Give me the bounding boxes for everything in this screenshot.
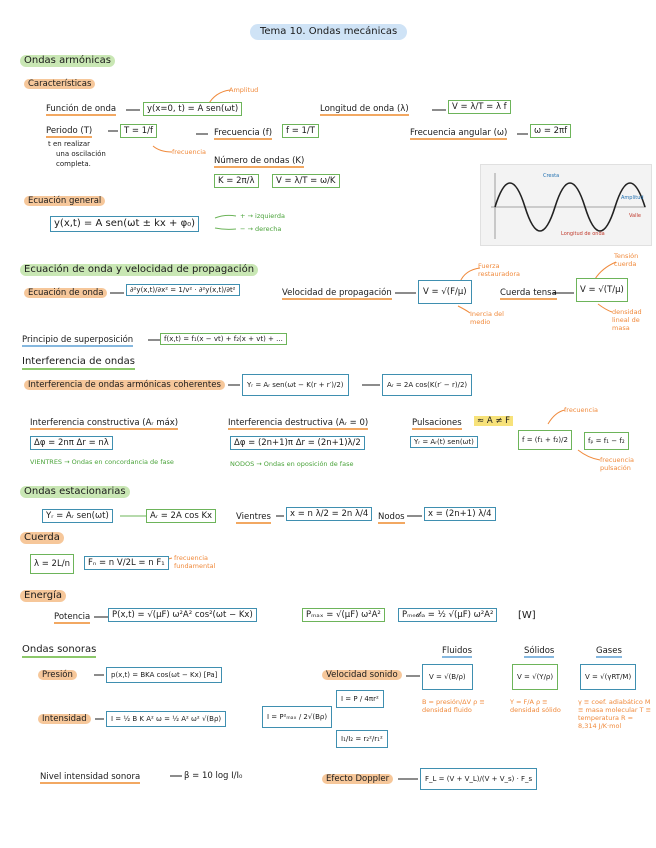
graph-label-cresta: Cresta bbox=[543, 173, 560, 179]
frecuencia-pulsaciones-note: frecuencia bbox=[564, 406, 598, 414]
fluidos-heading: Fluidos bbox=[442, 646, 473, 656]
velocidad-sonido-label: Velocidad sonido bbox=[322, 670, 402, 680]
angular-label: Frecuencia angular (ω) bbox=[410, 128, 508, 138]
cuerda-tensa-formula: V = √(T/μ) bbox=[576, 278, 628, 302]
doppler-formula: F_L = (V + V_L)/(V + V_s) · F_s bbox=[420, 768, 537, 790]
nivel-label: Nivel intensidad sonora bbox=[40, 772, 141, 782]
pmax-formula: Pₘₐₓ = √(μF) ω²A² bbox=[302, 608, 385, 622]
presion-label: Presión bbox=[38, 670, 77, 680]
cuerda-tensa-label: Cuerda tensa bbox=[500, 288, 557, 298]
nodos-formula: x = (2n+1) λ/4 bbox=[424, 507, 496, 521]
funcion-formula: y(x=0, t) = A sen(ωt) bbox=[143, 102, 242, 116]
frecuencia-label: Frecuencia (f) bbox=[214, 128, 273, 138]
presion-formula: p(x,t) = BKA cos(ωt − Kx) [Pa] bbox=[106, 667, 222, 683]
unit-watts: [W] bbox=[518, 610, 536, 621]
heading-ondas-sonoras: Ondas sonoras bbox=[22, 644, 96, 658]
wave-graph-svg bbox=[481, 165, 651, 245]
superposicion-label: Principio de superposición bbox=[22, 335, 134, 345]
graph-label-amplitud: Amplitud bbox=[621, 195, 644, 201]
solidos-note: Y = F/A ρ ≡ densidad sólido bbox=[510, 698, 561, 714]
longitud-label: Longitud de onda (λ) bbox=[320, 104, 409, 114]
fluidos-formula: V = √(B/ρ) bbox=[422, 664, 473, 690]
i-ratio-formula: I₁/I₂ = r₂²/r₁² bbox=[336, 730, 388, 748]
plus-note: + → izquierda bbox=[240, 212, 285, 220]
subheading-caracteristicas: Características bbox=[24, 79, 95, 89]
wave-graph bbox=[480, 164, 652, 246]
intensidad-formula: I = ½ B K A² ω = ½ A² ω² √(Bρ) bbox=[106, 711, 226, 727]
vientres-label: Vientres bbox=[236, 512, 271, 522]
tension-note: Tensión cuerda bbox=[614, 252, 639, 268]
velocidad-label: Velocidad de propagación bbox=[282, 288, 392, 298]
k-formula: K = 2π/λ bbox=[214, 174, 259, 188]
densidad-note: densidad lineal de masa bbox=[612, 308, 642, 332]
pmedia-formula: Pₘₑ𝒹ᵢₐ = ½ √(μF) ω²A² bbox=[398, 608, 497, 622]
potencia-formula: P(x,t) = √(μF) ω²A² cos²(ωt − Kx) bbox=[108, 608, 257, 622]
periodo-note-1: t en realizar bbox=[48, 140, 90, 148]
periodo-label: Periodo (T) bbox=[46, 126, 93, 136]
constructiva-note: VIENTRES → Ondas en concordancia de fase bbox=[30, 458, 174, 466]
minus-note: − → derecha bbox=[240, 225, 282, 233]
armonicas-label: Interferencia de ondas armónicas coherentes bbox=[24, 380, 225, 390]
graph-label-longitud: Longitud de onda bbox=[561, 231, 605, 237]
inercia-note: Inercia del medio bbox=[470, 310, 504, 326]
destructiva-formula: Δφ = (2n+1)π Δr = (2n+1)λ/2 bbox=[230, 436, 365, 450]
superposicion-formula: f(x,t) = f₁(x − vt) + f₂(x + vt) + ... bbox=[160, 333, 287, 345]
funcion-label: Función de onda bbox=[46, 104, 117, 114]
pulsaciones-label: Pulsaciones bbox=[412, 418, 462, 428]
gases-heading: Gases bbox=[596, 646, 622, 656]
ecuacion-formula: ∂²y(x,t)/∂x² = 1/v² · ∂²y(x,t)/∂t² bbox=[126, 284, 240, 296]
graph-label-valle: Valle bbox=[629, 213, 641, 219]
numero-label: Número de ondas (K) bbox=[214, 156, 305, 166]
fuerza-note: Fuerza restauradora bbox=[478, 262, 520, 278]
heading-ecuacion-onda: Ecuación de onda y velocidad de propagación bbox=[20, 264, 258, 276]
lambda-formula: λ = 2L/n bbox=[30, 554, 74, 574]
yr-formula: Yᵣ = Aᵣ sen(ωt − K(r + r′)/2) bbox=[242, 374, 349, 396]
periodo-note-3: completa. bbox=[56, 160, 91, 168]
fp-note: frecuencia pulsación bbox=[600, 456, 634, 472]
frecuencia-formula: f = 1/T bbox=[282, 124, 319, 138]
potencia-label: Potencia bbox=[54, 612, 91, 622]
constructiva-formula: Δφ = 2nπ Δr = nλ bbox=[30, 436, 113, 450]
fluidos-note: B = presión/ΔV ρ ≡ densidad fluido bbox=[422, 698, 485, 714]
interferencia-heading: Interferencia de ondas bbox=[22, 356, 135, 370]
longitud-formula: V = λ/T = λ f bbox=[448, 100, 511, 114]
i-potencia-formula: I = P / 4πr² bbox=[336, 690, 384, 708]
frecuencia-note: frecuencia bbox=[172, 148, 206, 156]
constructiva-label: Interferencia constructiva (Aᵣ máx) bbox=[30, 418, 179, 428]
destructiva-label: Interferencia destructiva (Aᵣ = 0) bbox=[228, 418, 369, 428]
angular-formula: ω = 2πf bbox=[530, 124, 571, 138]
v-formula: V = λ/T = ω/K bbox=[272, 174, 340, 188]
vientres-formula: x = n λ/2 = 2n λ/4 bbox=[286, 507, 372, 521]
solidos-heading: Sólidos bbox=[524, 646, 555, 656]
estacionarias-yr-formula: Yᵣ = Aᵣ sen(ωt) bbox=[42, 509, 113, 523]
gases-formula: V = √(γRT/M) bbox=[580, 664, 636, 690]
intensidad-label: Intensidad bbox=[38, 714, 91, 724]
nodos-label: Nodos bbox=[378, 512, 405, 522]
estacionarias-ar-formula: Aᵣ = 2A cos Kx bbox=[146, 509, 216, 523]
pulsaciones-formula: Yᵣ = Aᵣ(t) sen(ωt) bbox=[410, 436, 478, 448]
ar-formula: Aᵣ = 2A cos(K(r′ − r)/2) bbox=[382, 374, 472, 396]
ecuacion-label: Ecuación de onda bbox=[24, 288, 107, 298]
heading-cuerda: Cuerda bbox=[20, 532, 64, 544]
gases-note: γ ≡ coef. adiabático M ≡ masa molecular T ≡ temperatura R = 8,314 J/K·mol bbox=[578, 698, 652, 730]
heading-ondas-armonicas: Ondas armónicas bbox=[20, 55, 115, 67]
destructiva-note: NODOS → Ondas en oposición de fase bbox=[230, 460, 354, 468]
periodo-formula: T = 1/f bbox=[120, 124, 157, 138]
fp-formula: fₚ = f₁ − f₂ bbox=[584, 432, 629, 450]
doppler-label: Efecto Doppler bbox=[322, 774, 393, 784]
nivel-formula: β = 10 log I/I₀ bbox=[184, 771, 243, 781]
pulsaciones-condition: ≈ A ≠ F bbox=[474, 416, 513, 426]
eq-general-label: Ecuación general bbox=[24, 196, 105, 206]
fundamental-note: frecuencia fundamental bbox=[174, 554, 216, 570]
solidos-formula: V = √(Y/ρ) bbox=[512, 664, 558, 690]
intensidad-alt-formula: I = P²ₘₐₓ / 2√(Bρ) bbox=[262, 706, 332, 728]
frecuencia-formula-pulsaciones: f = (f₁ + f₂)/2 bbox=[518, 430, 572, 450]
periodo-note-2: una oscilación bbox=[56, 150, 106, 158]
fn-formula: Fₙ = n V/2L = n F₁ bbox=[84, 556, 169, 570]
velocidad-formula: V = √(F/μ) bbox=[418, 280, 472, 304]
page-title: Tema 10. Ondas mecánicas bbox=[250, 24, 407, 40]
heading-ondas-estacionarias: Ondas estacionarias bbox=[20, 486, 130, 498]
heading-energia: Energía bbox=[20, 590, 66, 602]
eq-general-formula: y(x,t) = A sen(ωt ± kx + φ₀) bbox=[50, 216, 199, 232]
amplitud-note: Amplitud bbox=[229, 86, 259, 94]
